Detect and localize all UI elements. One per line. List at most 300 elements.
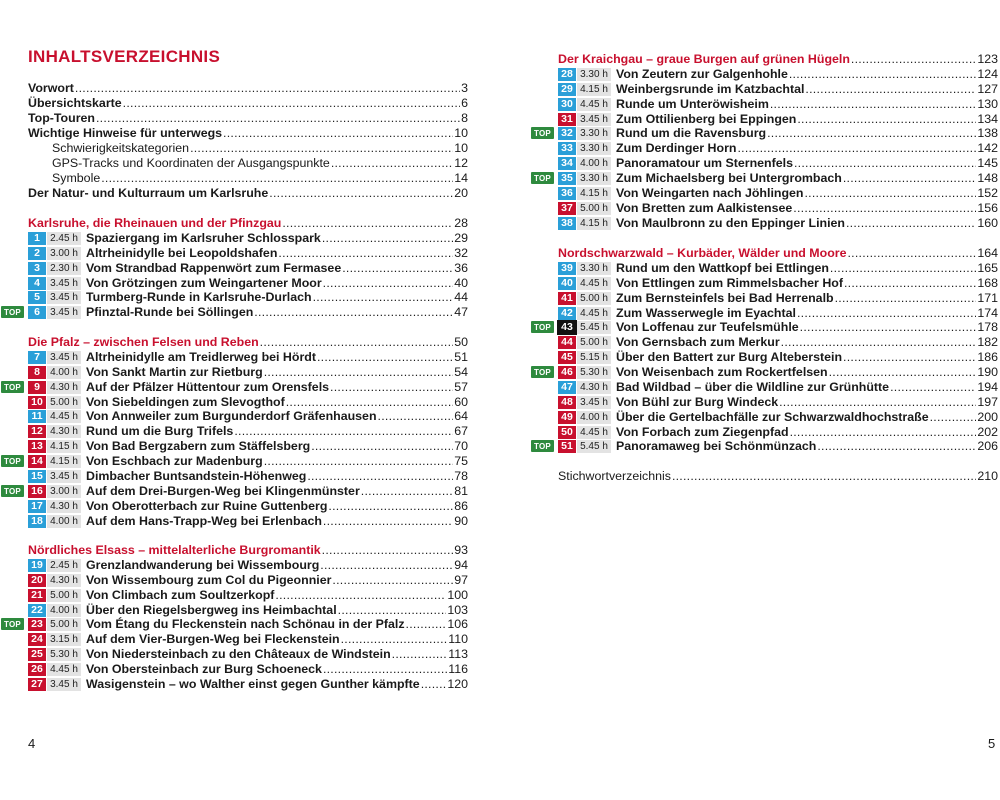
tour-name: Von Grötzingen zum Weingartener Moor [86,276,322,290]
tour-duration: 5.45 h [577,321,611,334]
tour-entry [558,141,998,155]
tour-entry [28,677,468,691]
leader-dots [847,246,976,261]
tour-name: Von Bad Bergzabern zum Stäffelsberg [86,439,311,453]
section-heading [28,543,468,558]
tour-page: 152 [977,186,998,200]
tour-name: Von Climbach zum Soultzerkopf [86,588,275,602]
tour-duration: 2.45 h [47,559,81,572]
leader-dots [767,126,976,140]
tour-duration: 5.00 h [47,618,81,631]
tour-name: Auf dem Drei-Burgen-Weg bei Klingenmünster [86,484,360,498]
tour-page: 70 [454,439,468,453]
tour-number-badge: 8 [28,366,46,379]
tour-name: Von Gernsbach zum Merkur [616,335,780,349]
tour-entry [28,514,468,528]
leader-dots [794,156,976,170]
tour-page: 138 [977,126,998,140]
tour-number-badge: 34 [558,157,576,170]
tour-entry [28,484,468,498]
tour-duration: 4.45 h [577,98,611,111]
front-matter-entry [28,186,468,201]
tour-number-badge: 23 [28,618,46,631]
tour-name: Von Annweiler zum Burgunderdorf Gräfenhausen [86,409,377,423]
tour-duration: 5.30 h [577,366,611,379]
tour-page: 160 [977,216,998,230]
leader-dots [797,112,976,126]
entry-page: 210 [977,469,998,483]
tour-entry [558,276,998,290]
tour-page: 29 [454,231,468,245]
tour-duration: 5.45 h [577,440,611,453]
tour-duration: 3.30 h [577,127,611,140]
tour-duration: 5.00 h [577,202,611,215]
tour-duration: 4.30 h [47,500,81,513]
leader-dots [781,335,977,349]
tour-number-badge: 29 [558,83,576,96]
tour-entry [558,156,998,170]
top-tour-badge: TOP [1,381,24,393]
tour-duration: 3.30 h [577,172,611,185]
tour-page: 127 [977,82,998,96]
tour-page: 194 [977,380,998,394]
tour-page: 44 [454,290,468,304]
tour-name: Panoramaweg bei Schönmünzach [616,439,817,453]
leader-dots [254,305,453,319]
tour-number-badge: 38 [558,217,576,230]
tour-number-badge: 40 [558,277,576,290]
tour-number-badge: 20 [28,574,46,587]
leader-dots [804,186,976,200]
tour-number-badge: 13 [28,440,46,453]
section-page: 50 [454,335,468,349]
tour-page: 130 [977,97,998,111]
leader-dots [190,141,453,156]
tour-entry [558,97,998,111]
tour-name: Auf der Pfälzer Hüttentour zum Orensfels [86,380,330,394]
entry-label: Der Natur- und Kulturraum um Karlsruhe [28,186,269,200]
tour-number-badge: 19 [28,559,46,572]
section-title: Nördliches Elsass – mittelalterliche Burgromantik [28,543,321,557]
tour-name: Von Zeutern zur Galgenhohle [616,67,788,81]
entry-page: 3 [461,81,468,95]
tour-duration: 4.30 h [577,381,611,394]
leader-dots [278,246,453,260]
tour-duration: 4.45 h [577,307,611,320]
tour-page: 120 [447,677,468,691]
tour-name: Von Forbach zum Ziegenpfad [616,425,789,439]
tour-entry [558,291,998,305]
entry-label: Wichtige Hinweise für unterwegs [28,126,223,140]
tour-duration: 4.45 h [47,410,81,423]
entry-page: 6 [461,96,468,110]
tour-duration: 4.15 h [577,187,611,200]
tour-entry [28,469,468,483]
tour-page: 81 [454,484,468,498]
entry-page: 20 [454,186,468,200]
tour-duration: 5.00 h [577,336,611,349]
tour-number-badge: 46 [558,366,576,379]
page-title: INHALTSVERZEICHNIS [28,47,221,66]
tour-page: 94 [454,558,468,572]
tour-number-badge: 42 [558,307,576,320]
leader-dots [805,82,976,96]
leader-dots [330,380,453,394]
leader-dots [234,424,453,438]
tour-number-badge: 5 [28,291,46,304]
tour-entry [558,67,998,81]
entry-page: 8 [461,111,468,125]
tour-number-badge: 26 [28,663,46,676]
leader-dots [779,395,976,409]
tour-number-badge: 12 [28,425,46,438]
page-number-right: 5 [988,736,996,751]
tour-name: Von Siebeldingen zum Slevogthof [86,395,285,409]
leader-dots [770,97,976,111]
tour-entry [28,558,468,572]
tour-page: 186 [977,350,998,364]
tour-page: 178 [977,320,998,334]
tour-duration: 5.00 h [577,292,611,305]
tour-duration: 3.30 h [577,68,611,81]
tour-page: 116 [448,662,468,676]
tour-number-badge: 2 [28,247,46,260]
entry-page: 10 [454,141,468,155]
tour-entry [28,454,468,468]
leader-dots [322,543,454,558]
leader-dots [264,454,454,468]
tour-name: Panoramatour um Sternenfels [616,156,793,170]
leader-dots [797,306,976,320]
tour-number-badge: 24 [28,633,46,646]
tour-duration: 3.30 h [577,262,611,275]
tour-name: Von Ettlingen zum Rimmelsbacher Hof [616,276,843,290]
tour-page: 113 [448,647,468,661]
leader-dots [342,261,453,275]
tour-name: Altrheinidylle am Treidlerweg bei Hördt [86,350,316,364]
tour-page: 47 [454,305,468,319]
tour-entry [558,306,998,320]
tour-name: Rund um die Ravensburg [616,126,767,140]
entry-page: 12 [454,156,468,170]
tour-duration: 4.15 h [47,440,81,453]
tour-duration: 3.45 h [47,678,81,691]
leader-dots [789,67,976,81]
tour-name: Von Bühl zur Burg Windeck [616,395,779,409]
tour-number-badge: 31 [558,113,576,126]
tour-name: Zum Ottilienberg bei Eppingen [616,112,797,126]
tour-page: 32 [454,246,468,260]
tour-page: 100 [447,588,468,602]
tour-duration: 4.00 h [47,366,81,379]
tour-entry [558,395,998,409]
section-title: Nordschwarzwald – Kurbäder, Wälder und Moore [558,246,847,260]
tour-name: Von Weingarten nach Jöhlingen [616,186,804,200]
tour-entry [558,425,998,439]
tour-number-badge: 48 [558,396,576,409]
section-heading [28,216,468,231]
leader-dots [260,335,454,350]
tour-number-badge: 37 [558,202,576,215]
top-tour-badge: TOP [531,127,554,139]
leader-dots [341,632,448,646]
tour-page: 110 [448,632,468,646]
leader-dots [101,171,453,186]
tour-entry [558,380,998,394]
leader-dots [843,171,976,185]
leader-dots [800,320,977,334]
tour-entry [28,617,468,631]
tour-name: Wasigenstein – wo Walther einst gegen Gunther kämpfte [86,677,420,691]
entry-label: Übersichtskarte [28,96,122,110]
tour-duration: 2.45 h [47,232,81,245]
tour-name: Auf dem Hans-Trapp-Weg bei Erlenbach [86,514,322,528]
tour-number-badge: 28 [558,68,576,81]
tour-name: Vom Étang du Fleckenstein nach Schönau in der Pfalz [86,617,405,631]
tour-page: 165 [977,261,998,275]
tour-number-badge: 3 [28,262,46,275]
tour-duration: 3.15 h [47,633,81,646]
tour-number-badge: 35 [558,172,576,185]
tour-page: 86 [454,499,468,513]
tour-page: 182 [977,335,998,349]
tour-page: 168 [977,276,998,290]
leader-dots [311,439,453,453]
tour-page: 36 [454,261,468,275]
top-tour-badge: TOP [1,485,24,497]
leader-dots [890,380,976,394]
tour-page: 142 [977,141,998,155]
tour-entry [558,320,998,334]
tour-page: 156 [977,201,998,215]
tour-entry [28,395,468,409]
entry-label: Stichwortverzeichnis [558,469,671,483]
tour-duration: 3.30 h [577,142,611,155]
leader-dots [844,276,976,290]
section-heading [558,246,998,261]
tour-page: 174 [977,306,998,320]
tour-entry [558,112,998,126]
tour-name: Dimbacher Buntsandstein-Höhenweg [86,469,307,483]
tour-duration: 4.45 h [577,426,611,439]
tour-entry [558,216,998,230]
leader-dots [835,291,977,305]
tour-number-badge: 7 [28,351,46,364]
tour-entry [28,573,468,587]
leader-dots [338,603,447,617]
tour-page: 124 [977,67,998,81]
tour-name: Vom Strandbad Rappenwört zum Fermasee [86,261,342,275]
tour-entry [28,439,468,453]
leader-dots [322,231,453,245]
section-page: 93 [454,543,468,557]
tour-page: 57 [454,380,468,394]
leader-dots [392,647,448,661]
tour-entry [28,276,468,290]
tour-name: Von Eschbach zur Madenburg [86,454,263,468]
top-tour-badge: TOP [531,440,554,452]
leader-dots [851,52,976,67]
leader-dots [421,677,447,691]
tour-duration: 4.30 h [47,425,81,438]
tour-page: 103 [447,603,468,617]
tour-number-badge: 11 [28,410,46,423]
tour-duration: 3.45 h [47,470,81,483]
tour-number-badge: 44 [558,336,576,349]
entry-label: Vorwort [28,81,74,95]
leader-dots [406,617,447,631]
tour-entry [28,499,468,513]
tour-page: 106 [447,617,468,631]
tour-page: 197 [977,395,998,409]
tour-entry [28,409,468,423]
entry-label: Schwierigkeitskategorien [52,141,190,155]
tour-duration: 3.45 h [577,396,611,409]
tour-name: Grenzlandwanderung bei Wissembourg [86,558,320,572]
tour-duration: 4.30 h [47,381,81,394]
tour-entry [28,588,468,602]
tour-page: 134 [977,112,998,126]
tour-number-badge: 21 [28,589,46,602]
leader-dots [930,410,977,424]
tour-entry [558,201,998,215]
tour-entry [558,186,998,200]
tour-duration: 4.30 h [47,574,81,587]
tour-number-badge: 6 [28,306,46,319]
leader-dots [378,409,454,423]
tour-name: Runde um Unteröwisheim [616,97,769,111]
tour-number-badge: 50 [558,426,576,439]
leader-dots [286,395,453,409]
front-matter-entry [28,81,468,96]
tour-duration: 3.00 h [47,485,81,498]
tour-name: Von Wissembourg zum Col du Pigeonnier [86,573,332,587]
tour-number-badge: 27 [28,678,46,691]
tour-number-badge: 10 [28,396,46,409]
tour-name: Von Obersteinbach zur Burg Schoeneck [86,662,322,676]
entry-page: 14 [454,171,468,185]
tour-entry [28,246,468,260]
tour-duration: 4.00 h [577,411,611,424]
leader-dots [332,573,453,587]
tour-number-badge: 9 [28,381,46,394]
tour-page: 67 [454,424,468,438]
tour-duration: 2.30 h [47,262,81,275]
tour-name: Altrheinidylle bei Leopoldshafen [86,246,278,260]
tour-number-badge: 16 [28,485,46,498]
top-tour-badge: TOP [531,366,554,378]
tour-number-badge: 36 [558,187,576,200]
leader-dots [323,662,447,676]
tour-name: Von Loffenau zur Teufelsmühle [616,320,799,334]
tour-number-badge: 45 [558,351,576,364]
tour-duration: 4.45 h [577,277,611,290]
tour-duration: 4.00 h [47,515,81,528]
leader-dots [320,558,453,572]
top-tour-badge: TOP [531,321,554,333]
section-heading [558,52,998,67]
tour-page: 40 [454,276,468,290]
tour-page: 145 [977,156,998,170]
section-heading [28,335,468,350]
leader-dots [323,276,454,290]
tour-page: 202 [977,425,998,439]
leader-dots [737,141,976,155]
tour-duration: 3.45 h [47,351,81,364]
leader-dots [275,588,446,602]
tour-number-badge: 30 [558,98,576,111]
tour-number-badge: 39 [558,262,576,275]
tour-name: Zum Bernsteinfels bei Bad Herrenalb [616,291,834,305]
tour-page: 51 [454,350,468,364]
front-matter-entry [52,156,468,171]
tour-number-badge: 4 [28,277,46,290]
tour-number-badge: 47 [558,381,576,394]
leader-dots [790,425,977,439]
tour-page: 97 [454,573,468,587]
tour-name: Von Bretten zum Aalkistensee [616,201,793,215]
front-matter-entry [28,126,468,141]
tour-entry [558,171,998,185]
tour-name: Von Weisenbach zum Rockertfelsen [616,365,828,379]
tour-duration: 3.45 h [47,291,81,304]
tour-name: Über den Riegelsbergweg ins Heimbachtal [86,603,337,617]
tour-entry [28,231,468,245]
tour-name: Zum Derdinger Horn [616,141,737,155]
tour-duration: 3.45 h [47,277,81,290]
leader-dots [328,499,453,513]
tour-name: Zum Wasserwegle im Eyachtal [616,306,796,320]
tour-duration: 4.00 h [47,604,81,617]
tour-page: 171 [977,291,998,305]
tour-entry [558,410,998,424]
front-matter-entry [52,171,468,186]
leader-dots [843,350,976,364]
tour-name: Zum Michaelsberg bei Untergrombach [616,171,842,185]
tour-entry [558,82,998,96]
leader-dots [361,484,453,498]
tour-entry [28,305,468,319]
tour-name: Von Maulbronn zu den Eppinger Linien [616,216,845,230]
tour-name: Spaziergang im Karlsruher Schlosspark [86,231,321,245]
front-matter-entry [52,141,468,156]
tour-entry [28,632,468,646]
leader-dots [123,96,460,111]
tour-page: 206 [977,439,998,453]
tour-name: Rund um den Wattkopf bei Ettlingen [616,261,829,275]
tour-page: 64 [454,409,468,423]
section-title: Der Kraichgau – graue Burgen auf grünen Hügeln [558,52,850,66]
tour-duration: 4.15 h [47,455,81,468]
tour-page: 200 [977,410,998,424]
tour-number-badge: 49 [558,411,576,424]
leader-dots [830,261,976,275]
tour-entry [28,290,468,304]
tour-duration: 3.00 h [47,247,81,260]
tour-entry [558,350,998,364]
tour-page: 90 [454,514,468,528]
tour-page: 60 [454,395,468,409]
tour-name: Pfinztal-Runde bei Söllingen [86,305,254,319]
tour-number-badge: 51 [558,440,576,453]
tour-entry [558,365,998,379]
front-matter-entry [28,96,468,111]
tour-entry [558,261,998,275]
tour-entry [28,603,468,617]
leader-dots [317,350,453,364]
tour-page: 54 [454,365,468,379]
tour-number-badge: 41 [558,292,576,305]
